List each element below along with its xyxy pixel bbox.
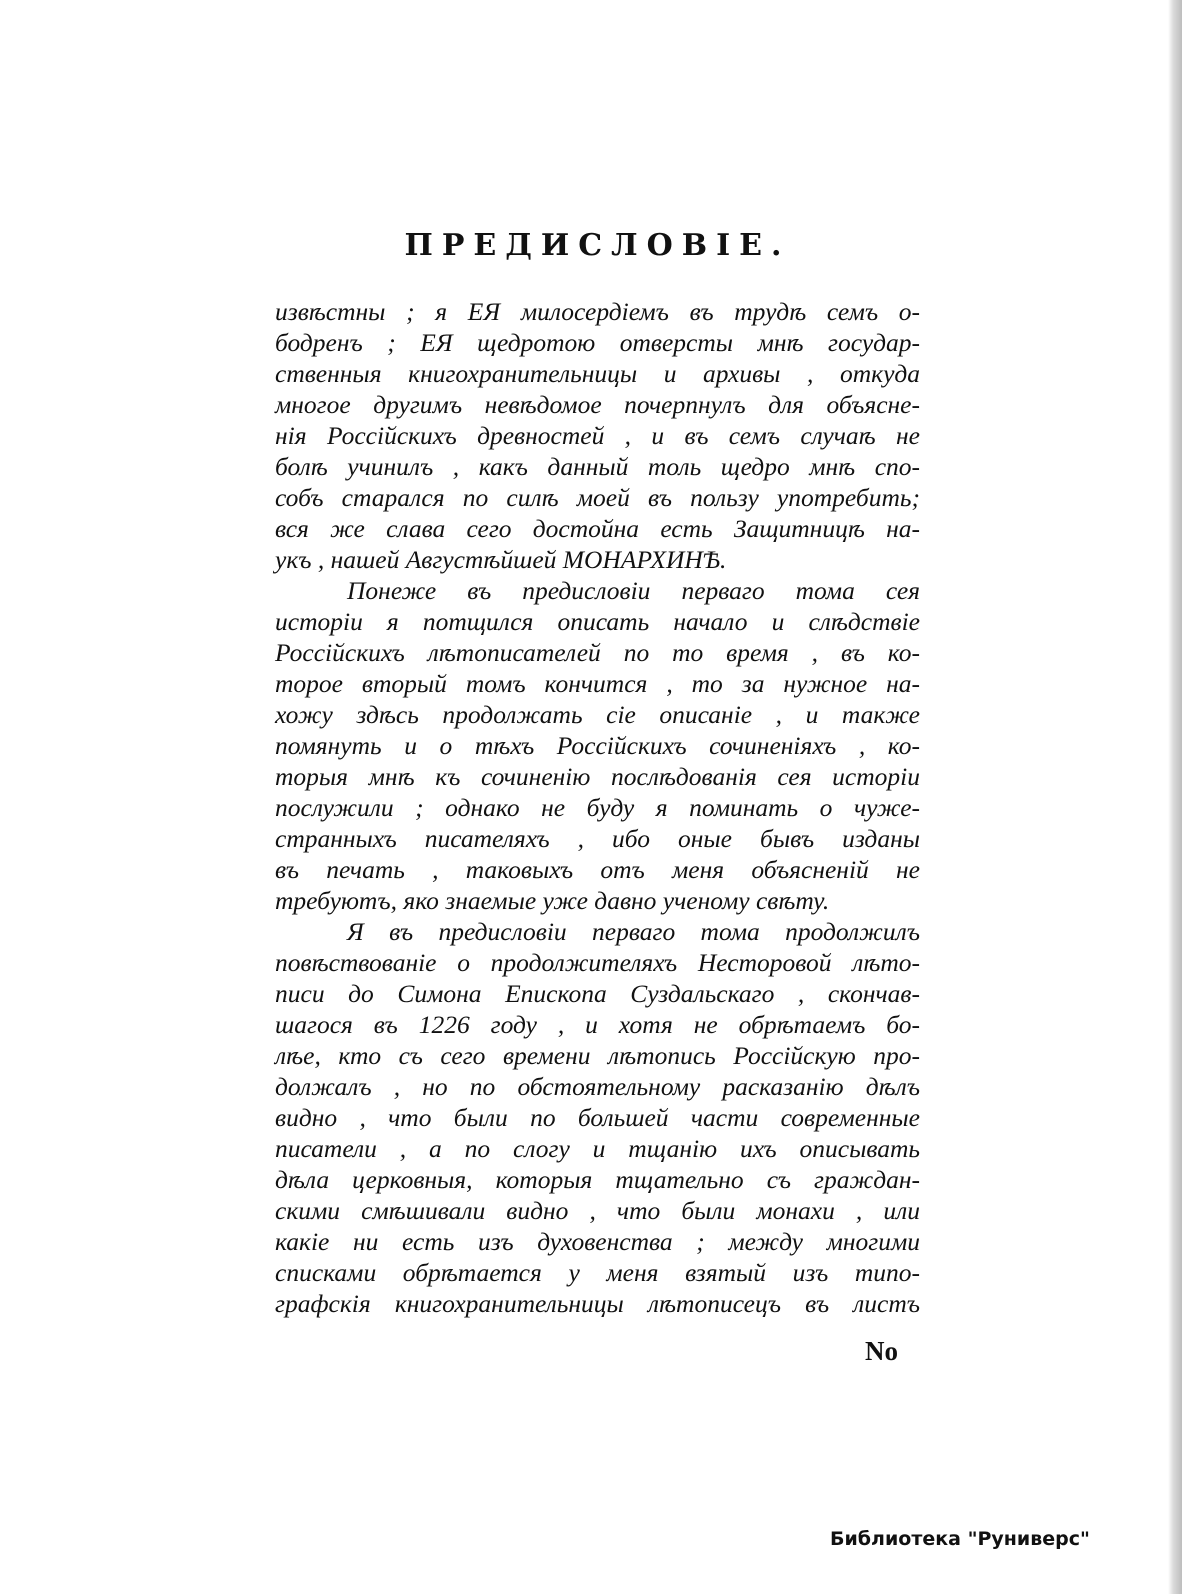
text-line: писи до Симона Епископа Суздальскаго , скончав- xyxy=(275,979,920,1008)
text-line: въ печать , таковыхъ отъ меня объясненій не xyxy=(275,855,920,884)
text-line: укъ , нашей Августѣйшей МОНАРХИНѢ. xyxy=(275,545,727,574)
text-line: хожу здѣсь продолжать сіе описаніе , и также xyxy=(275,700,920,729)
text-line: бодренъ ; ЕЯ щедротою отверсты мнѣ государ- xyxy=(275,328,920,357)
text-line: Россійскихъ лѣтописателей по то время , въ ко- xyxy=(275,638,920,667)
text-line: извѣстны ; я ЕЯ милосердіемъ въ трудѣ семъ о- xyxy=(275,297,920,326)
text-line: скими смѣшивали видно , что были монахи , или xyxy=(275,1196,920,1225)
catchword: No xyxy=(865,1336,898,1366)
text-line: торое вторый томъ кончится , то за нужное на- xyxy=(275,669,920,698)
text-line: помянуть и о тѣхъ Россійскихъ сочиненіяхъ , ко- xyxy=(275,731,920,760)
text-line: списками обрѣтается у меня взятый изъ типо- xyxy=(275,1258,920,1287)
text-line: лѣе, кто съ сего времени лѣтопись Россійскую про- xyxy=(275,1041,920,1070)
text-line: дѣла церковныя, которыя тщательно съ граждан- xyxy=(275,1165,920,1194)
text-line: Я въ предисловіи перваго тома продолжилъ xyxy=(347,917,920,946)
text-line: графскія книгохранительницы лѣтописецъ въ листъ xyxy=(275,1289,920,1318)
text-line: собъ старался по силѣ моей въ пользу употребить; xyxy=(275,483,920,512)
text-line: писатели , а по слогу и тщанію ихъ описывать xyxy=(275,1134,920,1163)
text-line: шагося въ 1226 году , и хотя не обрѣтаемъ бо- xyxy=(275,1010,920,1039)
text-line: торыя мнѣ къ сочиненію послѣдованія сея исторіи xyxy=(275,762,920,791)
text-line: многое другимъ невѣдомое почерпнулъ для объясне- xyxy=(275,390,920,419)
text-line: какіе ни есть изъ духовенства ; между многими xyxy=(275,1227,920,1256)
page-heading: ПРЕДИСЛОВІЕ. xyxy=(404,228,791,263)
text-line: послужили ; однако не буду я поминать о чуже- xyxy=(275,793,920,822)
text-line: странныхъ писателяхъ , ибо оные бывъ изданы xyxy=(275,824,920,853)
text-line: Понеже въ предисловіи перваго тома сея xyxy=(347,576,920,605)
text-line: вся же слава сего достойна есть Защитницѣ на- xyxy=(275,514,920,543)
text-line: исторіи я потщился описать начало и слѣдствіе xyxy=(275,607,920,636)
library-watermark: Библиотека "Руниверс" xyxy=(830,1528,1090,1550)
text-line: повѣствованіе о продолжителяхъ Несторовой лѣто- xyxy=(275,948,920,977)
page-edge-shadow xyxy=(1168,0,1182,1594)
text-line: нія Россійскихъ древностей , и въ семъ случаѣ не xyxy=(275,421,920,450)
text-line: болѣ учинилъ , какъ данный толь щедро мнѣ спо- xyxy=(275,452,920,481)
text-line: видно , что были по большей части современные xyxy=(275,1103,920,1132)
text-line: требуютъ, яко знаемые уже давно ученому свѣту. xyxy=(275,886,830,915)
body-text xyxy=(275,296,920,1319)
text-line: должалъ , но по обстоятельному расказанію дѣлъ xyxy=(275,1072,920,1101)
text-line: ственныя книгохранительницы и архивы , откуда xyxy=(275,359,920,388)
